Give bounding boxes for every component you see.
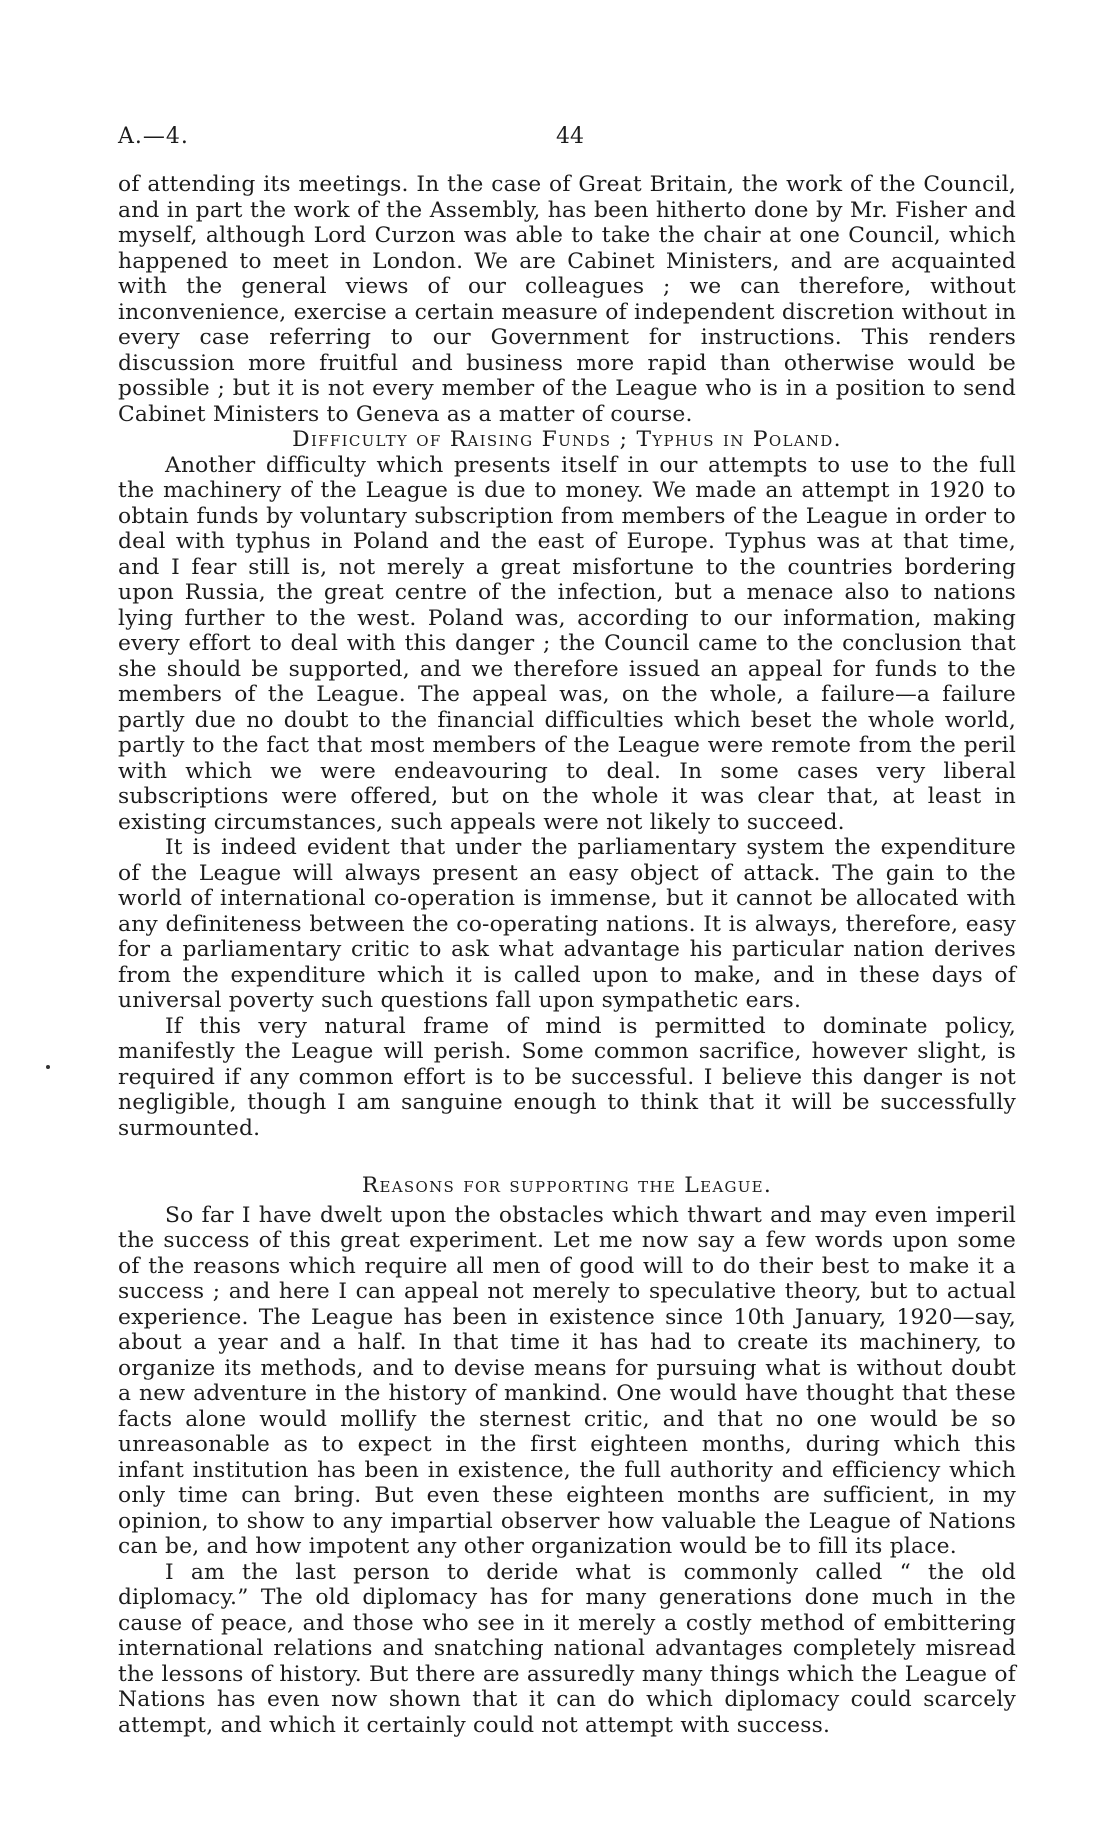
paragraph-continued: of attending its meetings. In the case of Great Britain, the work of the Council, and in part the work of the Assembly, has been hitherto done by Mr. Fisher and myself, although Lord Curzon was able to take the chair at one Council, which happened to meet in London. We are Cabinet Ministers, and are acquainted with the general views of our colleagues ; we can therefore, without inconvenience, exercise a certain measure of independent discretion without in every case referring to our Government for instructions. This renders discussion more fruitful and business more rapid than otherwise would be possible ; but it is not every member of the League who is in a position to send Cabinet Ministers to Geneva as a matter of course.: [118, 172, 1016, 427]
paragraph-reasons: So far I have dwelt upon the obstacles which thwart and may even imperil the success of this great experiment. Let me now say a few words upon some of the reasons which require all men of good will to do their best to make it a success ; and here I can appeal not merely to speculative theory, but to actual experience. The League has been in existence since 10th January, 1920—say, about a year and a half. In that time it has had to create its machinery, to organize its methods, and to devise means for pursuing what is without doubt a new adventure in the history of mankind. One would have thought that these facts alone would mollify the sternest critic, and that no one would be so unreasonable as to expect in the first eighteen months, during which this infant institution has been in existence, the full authority and efficiency which only time can bring. But even these eighteen months are sufficient, in my opinion, to show to any impartial observer how valuable the League of Nations can be, and how impotent any other organization would be to fill its place.: [118, 1202, 1016, 1559]
margin-dot: [46, 1065, 50, 1069]
paragraph-parliamentary-system: It is indeed evident that under the parliamentary system the expenditure of the League will always present an easy object of attack. The gain to the world of international co-operation is immense, but it cannot be allocated with any definiteness between the co-operating nations. It is always, therefore, easy for a parliamentary critic to ask what advantage his particular nation derives from the expenditure which it is called upon to make, and in these days of universal poverty such questions fall upon sympathetic ears.: [118, 835, 1016, 1013]
section-heading-reasons: Reasons for supporting the League.: [361, 1173, 773, 1198]
paragraph-old-diplomacy: I am the last person to deride what is commonly called “ the old diplomacy.” The old diplomacy has for many generations done much in the cause of peace, and those who see in it merely a costly method of embittering international relations and snatching national advantages completely misread the lessons of history. But there are assuredly many things which the League of Nations has even now shown that it can do which diplomacy could scarcely attempt, and which it certainly could not attempt with success.: [118, 1559, 1016, 1738]
paragraph-money-difficulty: Another difficulty which presents itself in our attempts to use to the full the machinery of the League is due to money. We made an attempt in 1920 to obtain funds by voluntary subscription from members of the League in order to deal with typhus in Poland and the east of Europe. Typhus was at that time, and I fear still is, not merely a great misfortune to the countries bordering upon Russia, the great centre of the infection, but a menace also to nations lying further to the west. Poland was, according to our information, making every effort to deal with this danger ; the Council came to the conclusion that she should be supported, and we therefore issued an appeal for funds to the members of the League. The appeal was, on the whole, a failure—a failure partly due no doubt to the financial difficulties which beset the whole world, partly to the fact that most members of the League were remote from the peril with which we were endeavouring to deal. In some cases very liberal subscriptions were offered, but on the whole it was clear that, at least in existing circumstances, such appeals were not likely to succeed.: [118, 452, 1016, 835]
paragraph-common-sacrifice: If this very natural frame of mind is permitted to dominate policy, manifestly the League will perish. Some common sacrifice, however slight, is required if any common effort is to be successful. I believe this danger is not negligible, though I am sanguine enough to think that it will be successfully surmounted.: [118, 1013, 1016, 1141]
page-number: 44: [556, 124, 584, 149]
section-heading-funds-typhus: Difficulty of Raising Funds ; Typhus in Poland.: [292, 427, 842, 452]
document-reference: A.—4.: [118, 124, 189, 149]
document-body: [118, 172, 1016, 1738]
